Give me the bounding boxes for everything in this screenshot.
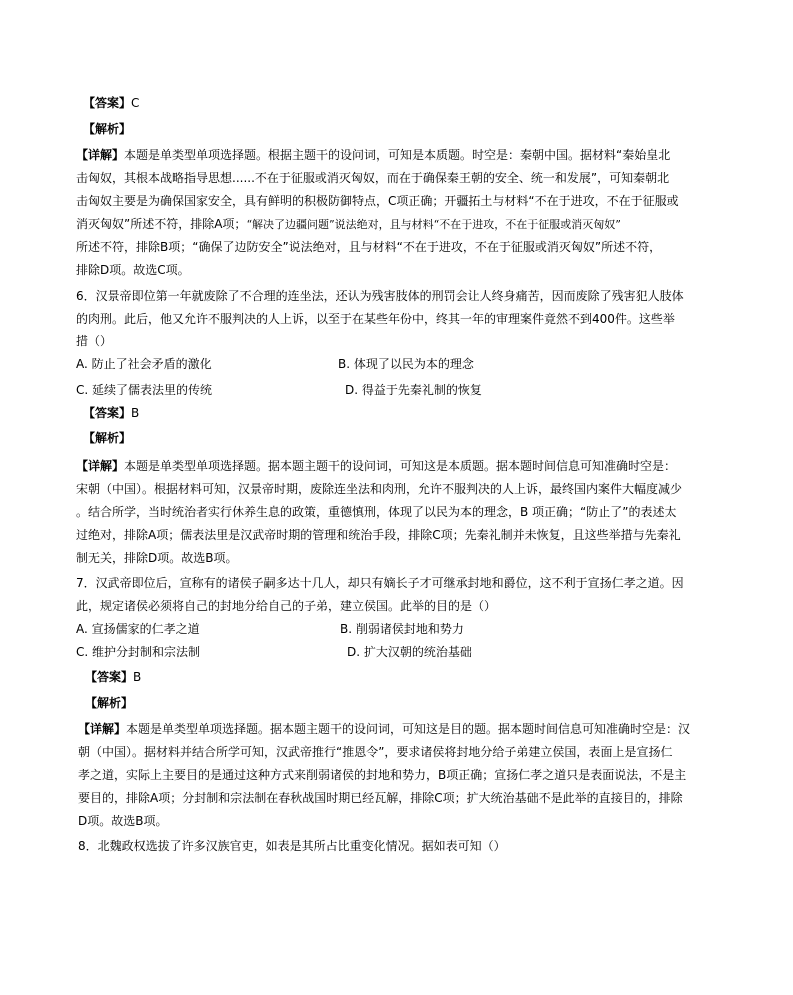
q5-detail-line: 击匈奴，其根本战略指导思想......不在于征服或消灭匈奴，而在于确保秦王朝的安全、统一和发展”，可知秦朝北	[76, 171, 670, 185]
detail-label: 【详解】	[76, 459, 125, 473]
q5-detail-line: 击匈奴主要是为确保国家安全，具有鲜明的积极防御特点，C项正确；开疆拓土与材料“不在于进攻，不在于征服或	[76, 194, 679, 208]
detail-text: 消灭匈奴”所述不符，排除A项；	[76, 217, 247, 231]
detail-label: 【详解】	[76, 148, 125, 162]
q5-answer	[83, 95, 139, 111]
q7-detail-line: 要目的，排除A项；分封制和宗法制在春秋战国时期已经瓦解，排除C项；扩大统治基础不是此举的直接目的，排除	[78, 791, 683, 805]
q6-option-d: D. 得益于先秦礼制的恢复	[345, 383, 482, 397]
q5-detail-line	[76, 216, 621, 233]
q6-option-a: A. 防止了社会矛盾的激化	[76, 357, 212, 371]
q7-option-d: D. 扩大汉朝的统治基础	[347, 645, 472, 659]
q6-stem-line: 6．汉景帝即位第一年就废除了不合理的连坐法，还认为残害肢体的刑罚会让人终身痛苦，因而废除了残害犯人肢体	[76, 289, 684, 303]
detail-label: 【详解】	[78, 722, 127, 736]
answer-label: 【答案】	[85, 670, 134, 684]
detail-text-serif: “解决了边疆问题”说法绝对，且与材料“不在于进攻，不在于征服或消灭匈奴”	[246, 218, 621, 231]
q6-detail-line: 宋朝（中国）。根据材料可知，汉景帝时期，废除连坐法和肉刑，允许不服判决的人上诉，最终国内案件大幅度减少	[76, 482, 683, 496]
q7-detail-line: 孝之道，实际上主要目的是通过这种方式来削弱诸侯的封地和势力，B项正确；宣扬仁孝之道只是表面说法，不是主	[78, 768, 687, 782]
q7-detail-line: 朝（中国）。据材料并结合所学可知，汉武帝推行“推恩令”，要求诸侯将封地分给子弟建立侯国，表面上是宣扬仁	[78, 745, 673, 759]
detail-text: 本题是单类型单项选择题。据本题主题干的设问词，可知这是本质题。据本题时间信息可知准确时空是：	[124, 459, 677, 473]
answer-value: B	[131, 406, 140, 420]
q5-detail-line	[76, 147, 670, 163]
q8-stem-line: 8．北魏政权选拔了许多汉族官吏，如表是其所占比重变化情况。据如表可知（）	[78, 839, 506, 853]
q7-detail-line	[78, 721, 690, 737]
detail-text: 本题是单类型单项选择题。据本题主题干的设问词，可知这是目的题。据本题时间信息可知准确时空是：汉	[126, 722, 691, 736]
q7-stem-line: 7．汉武帝即位后，宣称有的诸侯子嗣多达十几人，却只有嫡长子才可继承封地和爵位，这不利于宣扬仁孝之道。因	[76, 576, 684, 590]
q5-detail-line: 所述不符，排除B项；“确保了边防安全”说法绝对，且与材料“不在于进攻，不在于征服或消灭匈奴”所述不符，	[76, 240, 662, 254]
detail-text: 本题是单类型单项选择题。根据主题干的设问词，可知是本质题。时空是：秦朝中国。据材料“秦始皇北	[124, 148, 671, 162]
analysis-label: 【解析】	[83, 122, 132, 136]
q7-option-b: B. 削弱诸侯封地和势力	[340, 622, 464, 636]
q6-stem-line: 的肉刑。此后，他又允许不服判决的人上诉，以至于在某些年份中，终其一年的审理案件竟然不到400件。这些举	[76, 312, 675, 326]
q6-option-c: C. 延续了儒表法里的传统	[76, 383, 213, 397]
q7-answer	[85, 669, 141, 685]
q6-detail-line	[76, 458, 676, 474]
q5-detail-line: 排除D项。故选C项。	[76, 263, 190, 277]
analysis-label: 【解析】	[85, 696, 134, 710]
q7-detail-line: D项。故选B项。	[78, 814, 168, 828]
q7-option-a: A. 宣扬儒家的仁孝之道	[76, 622, 200, 636]
q6-detail-line: 过绝对，排除A项；儒表法里是汉武帝时期的管理和统治手段，排除C项；先秦礼制并未恢复，且这些举措与先秦礼	[76, 528, 681, 542]
answer-value: C	[131, 96, 140, 110]
q6-option-b: B. 体现了以民为本的理念	[338, 357, 474, 371]
answer-label: 【答案】	[83, 96, 132, 110]
q6-answer	[83, 405, 139, 421]
q6-detail-line: 制无关，排除D项。故选B项。	[76, 551, 238, 565]
q7-stem-line: 此，规定诸侯必须将自己的封地分给自己的子弟，建立侯国。此举的目的是（）	[76, 599, 497, 613]
analysis-label: 【解析】	[83, 431, 132, 445]
q6-detail-line: 。结合所学，当时统治者实行休养生息的政策，重德慎刑，体现了以民为本的理念，B 项正确；“防止了”的表述太	[76, 505, 677, 519]
q6-stem-line: 措（）	[76, 334, 113, 348]
answer-label: 【答案】	[83, 406, 132, 420]
answer-value: B	[133, 670, 142, 684]
q7-option-c: C. 维护分封制和宗法制	[76, 645, 201, 659]
